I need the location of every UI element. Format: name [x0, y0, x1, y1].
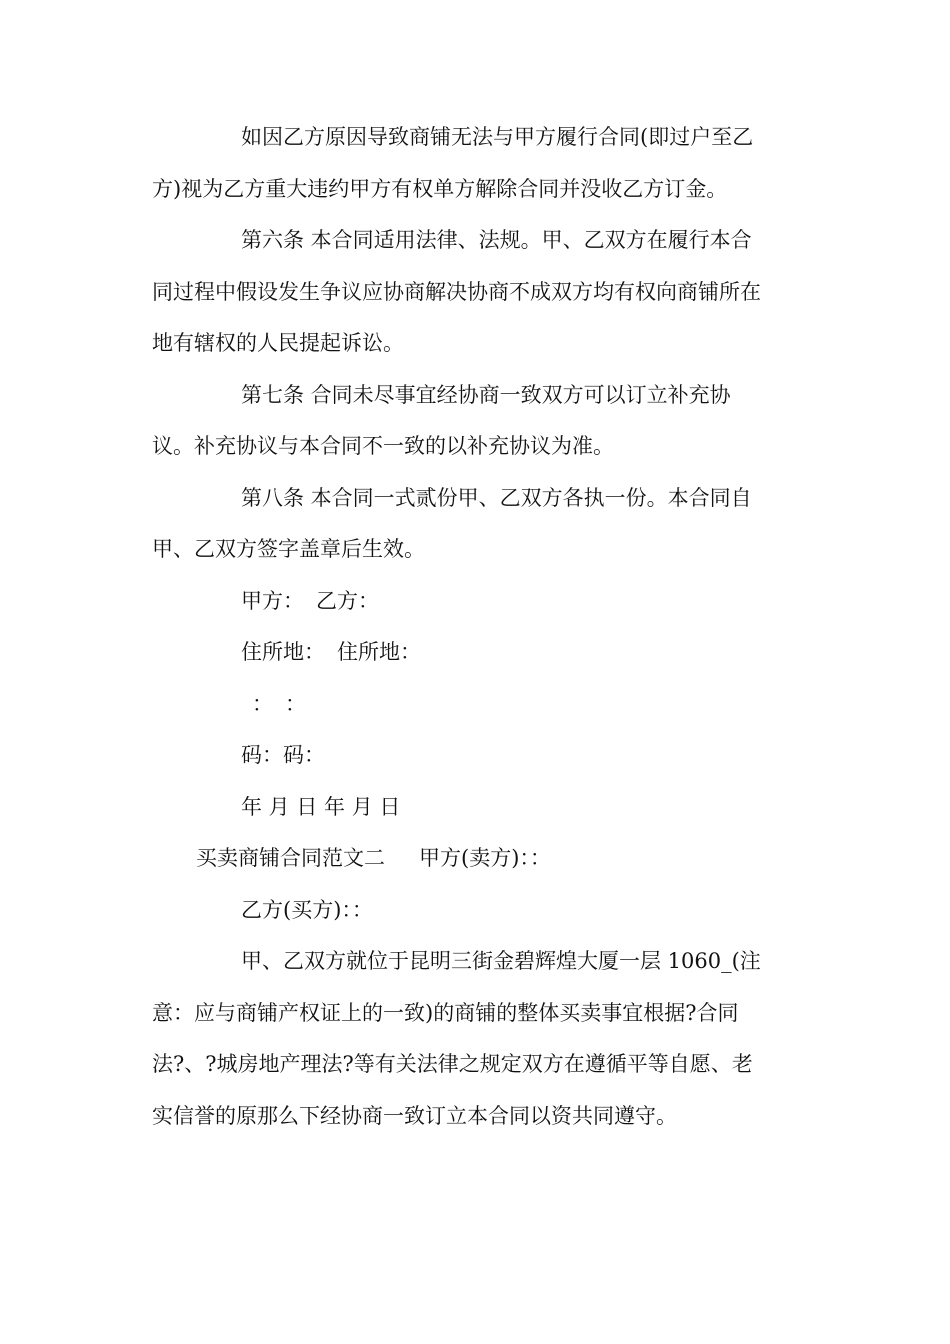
colon-a: ：	[252, 691, 273, 716]
address-a-label: 住所地：	[241, 640, 325, 664]
signature-address-row	[152, 627, 802, 679]
sample2-header-row	[152, 833, 802, 885]
article-six-line: 同过程中假设发生争议应协商解决协商不成双方均有权向商铺所在	[152, 279, 761, 304]
article-six-line: 地有辖权的人民提起诉讼。	[152, 331, 404, 355]
seller-label: 甲方(卖方)：：	[419, 846, 551, 870]
article-seven-line: 议。补充协议与本合同不一致的以补充协议为准。	[152, 434, 614, 458]
sample2-line: 实信誉的原那么下经协商一致订立本合同以资共同遵守。	[152, 1103, 677, 1128]
buyer-label: 乙方(买方)：：	[241, 897, 373, 922]
article-seven-line: 第七条 合同未尽事宜经协商一致双方可以订立补充协	[241, 382, 731, 407]
address-b-label: 住所地：	[337, 640, 421, 664]
sample2-line: 甲、乙双方就位于昆明三街金碧辉煌大厦一层 1060_(注	[241, 949, 761, 973]
code-b-label: 码：	[283, 743, 325, 767]
signature-colon-row	[152, 679, 802, 731]
article-eight-line: 甲、乙双方签字盖章后生效。	[152, 537, 425, 561]
article-eight-line: 第八条 本合同一式贰份甲、乙双方各执一份。本合同自	[241, 485, 752, 510]
signature-party-row	[152, 576, 802, 628]
signature-date-row: 年 月 日 年 月 日	[241, 794, 401, 819]
sample2-line: 法?、?城房地产理法?等有关法律之规定双方在遵循平等自愿、老	[152, 1052, 753, 1076]
colon-b: ：	[285, 691, 306, 716]
paragraph-line: 如因乙方原因导致商铺无法与甲方履行合同(即过户至乙	[241, 125, 754, 149]
paragraph-line: 方)视为乙方重大违约甲方有权单方解除合同并没收乙方订金。	[152, 176, 728, 201]
article-six-line: 第六条 本合同适用法律、法规。甲、乙双方在履行本合	[241, 228, 752, 252]
sample2-title: 买卖商铺合同范文二	[196, 846, 385, 870]
code-a-label: 码：	[241, 743, 283, 767]
document-body	[152, 112, 802, 1142]
sample2-line: 意：应与商铺产权证上的一致)的商铺的整体买卖事宜根据?合同	[152, 1000, 739, 1025]
signature-code-row	[152, 730, 802, 782]
party-b-label: 乙方：	[316, 588, 379, 613]
party-a-label: 甲方：	[241, 588, 304, 613]
